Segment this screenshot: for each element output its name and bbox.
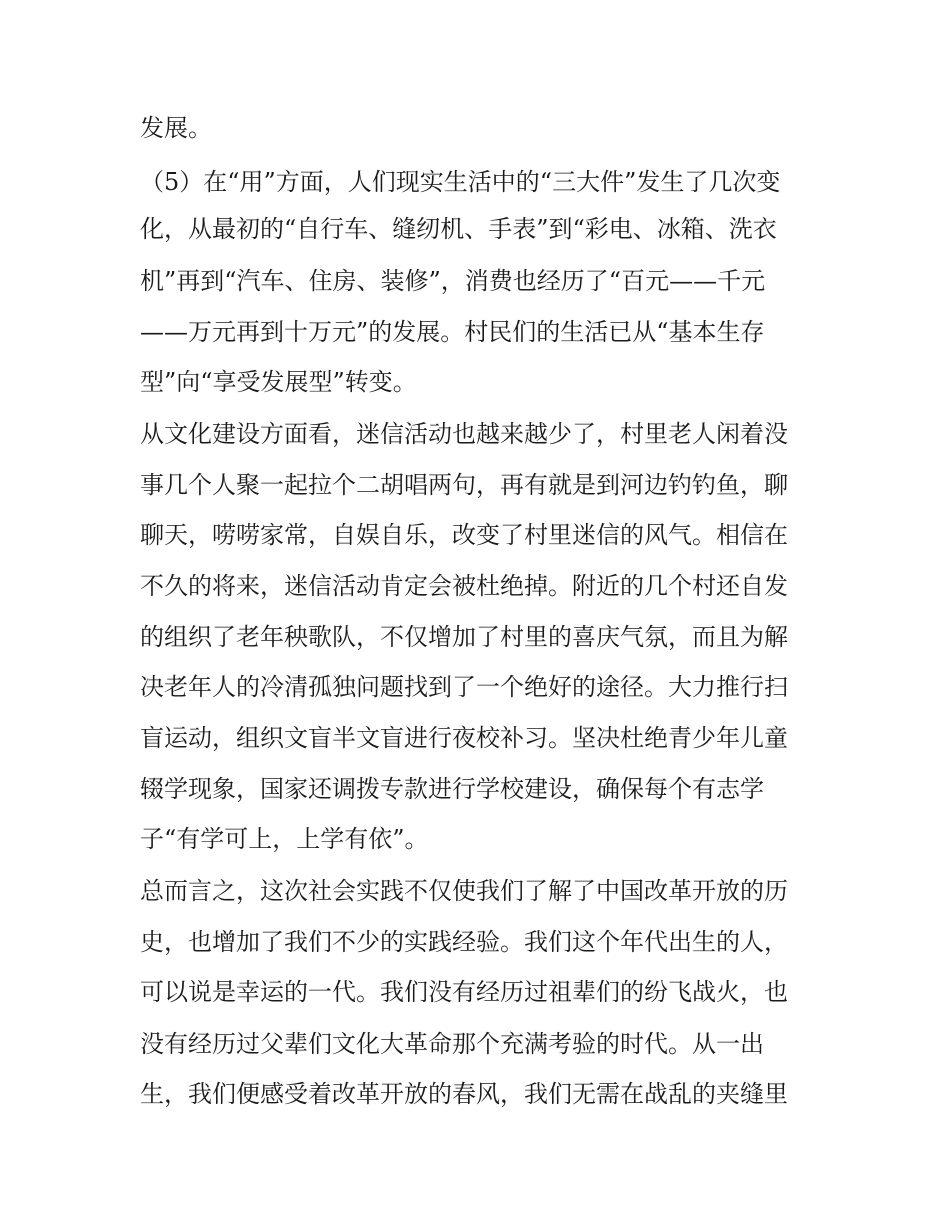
text-line: 子“有学可上，上学有依”。: [140, 825, 429, 853]
text-line: 决老年人的冷清孤独问题找到了一个绝好的途径。大力推行扫: [140, 673, 788, 701]
text-line: ——万元再到十万元”的发展。村民们的生活已从“基本生存: [140, 318, 765, 346]
text-line: 聊天，唠唠家常，自娱自乐，改变了村里迷信的风气。相信在: [140, 521, 788, 549]
text-line: 辍学现象，国家还调拨专款进行学校建设，确保每个有志学: [140, 775, 764, 803]
text-line: 没有经历过父辈们文化大革命那个充满考验的时代。从一出: [140, 1030, 764, 1058]
text-line: 事几个人聚一起拉个二胡唱两句，再有就是到河边钓钓鱼，聊: [140, 471, 788, 499]
text-line: 的组织了老年秧歌队，不仅增加了村里的喜庆气氛，而且为解: [140, 623, 788, 651]
text-line: 总而言之，这次社会实践不仅使我们了解了中国改革开放的历: [140, 877, 788, 905]
text-line: 不久的将来，迷信活动肯定会被杜绝掉。附近的几个村还自发: [140, 572, 788, 600]
text-line: 生，我们便感受着改革开放的春风，我们无需在战乱的夹缝里: [140, 1080, 788, 1108]
text-line: 从文化建设方面看，迷信活动也越来越少了，村里老人闲着没: [140, 420, 788, 448]
text-line: 机”再到“汽车、住房、装修”，消费也经历了“百元——千元: [140, 267, 766, 295]
text-line: 史，也增加了我们不少的实践经验。我们这个年代出生的人，: [140, 928, 788, 956]
text-line: （5）在“用”方面，人们现实生活中的“三大件”发生了几次变: [140, 168, 781, 196]
text-line: 盲运动，组织文盲半文盲进行夜校补习。坚决杜绝青少年儿童: [140, 724, 788, 752]
text-line: 可以说是幸运的一代。我们没有经历过祖辈们的纷飞战火，也: [140, 978, 788, 1006]
text-line: 型”向“享受发展型”转变。: [140, 368, 417, 396]
text-line: 发展。: [140, 114, 212, 142]
text-line: 化，从最初的“自行车、缝纫机、手表”到“彩电、冰箱、洗衣: [140, 215, 777, 243]
